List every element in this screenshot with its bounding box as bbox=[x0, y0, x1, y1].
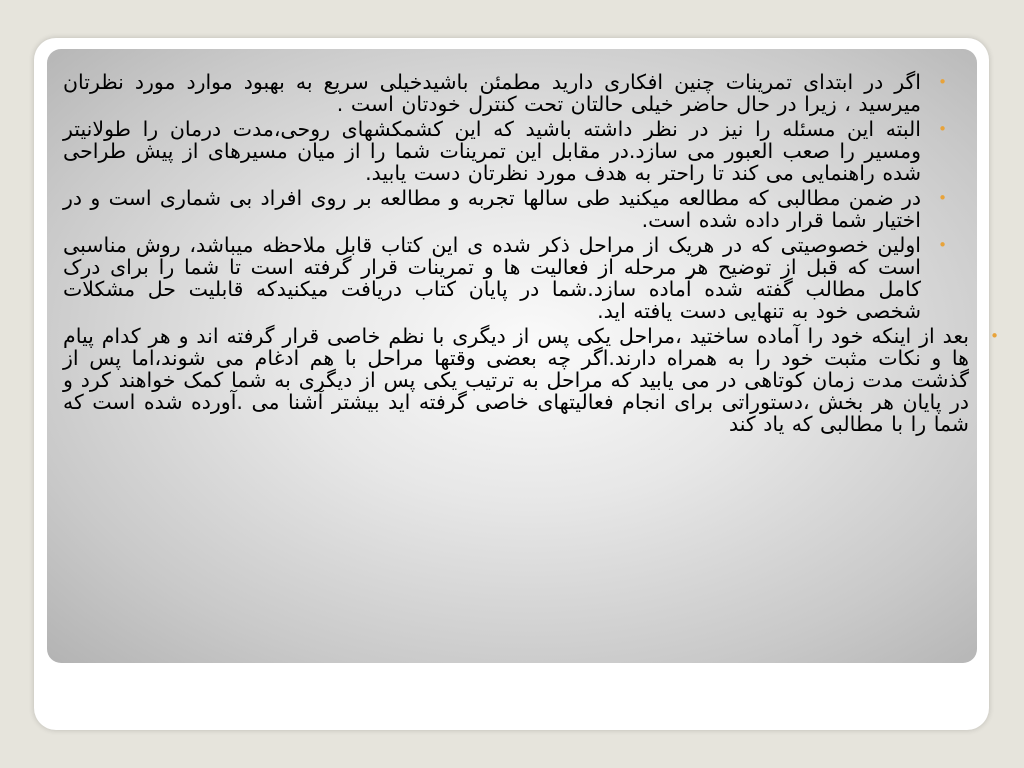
bullet-item-5 bbox=[63, 324, 999, 436]
bullet-item-2 bbox=[63, 118, 947, 184]
bullet-icon: • bbox=[938, 189, 947, 207]
bullet-icon: • bbox=[990, 327, 999, 345]
bullet-icon: • bbox=[938, 73, 947, 91]
content-panel bbox=[47, 49, 999, 663]
bullet-text: اولین خصوصیتی که در هریک از مراحل ذکر شده ی این کتاب قابل ملاحظه میباشد، روش مناسبی است که قبل از توضیح هر مرحله از فعالیت ها و تمرینات قرار گرفته است تا شما را برای درک کامل مطالب گفته شده آماده سازد.شما در پایان کتاب دریافت میکنیدکه قابلیت حل مشکلات شخصی خود به تنهایی دست یافته اید. bbox=[63, 233, 921, 323]
bullet-icon: • bbox=[938, 120, 947, 138]
bullet-icon: • bbox=[938, 236, 947, 254]
bullet-text: بعد از اینکه خود را آماده ساختید ،مراحل یکی پس از دیگری با نظم خاصی قرار گرفته اند و هر کدام پیام ها و نکات مثبت خود را به همراه دارند.اگر چه بعضی وقتها مراحل با هم ادغام می شوند،اما پس از گذشت مدت زمان کوتاهی در می یابید که مراحل به ترتیب یکی پس از دیگری به شما کمک خواهند کرد و در پایان هر بخش ،دستوراتی برای انجام فعالیتهای خاصی گرفته اید بیشتر آشنا می .آورده شده است که شما را با مطالبی که یاد کند bbox=[63, 324, 969, 436]
bullet-text: در ضمن مطالبی که مطالعه میکنید طی سالها تجربه و مطالعه بر روی افراد بی شماری است و در اختیار شما قرار داده شده است. bbox=[63, 186, 921, 232]
bullet-item-3 bbox=[63, 187, 947, 231]
bullet-text: اگر در ابتدای تمرینات چنین افکاری دارید مطمئن باشیدخیلی سریع به بهبود موارد مورد نظرتان میرسید ، زیرا در حال حاضر خیلی حالتان تحت کنترل خودتان است . bbox=[63, 70, 921, 116]
bullet-item-1 bbox=[63, 71, 947, 115]
bullet-text: البته این مسئله را نیز در نظر داشته باشید که این کشمکشهای روحی،مدت درمان را طولانیتر ومسیر را صعب العبور می سازد.در مقابل این تمرینات شما را از میان مسیرهای از پیش طراحی شده راهنمایی می کند تا راحتر به هدف مورد نظرتان دست یابید. bbox=[63, 117, 921, 185]
bullet-list bbox=[63, 70, 999, 663]
bullet-item-4 bbox=[63, 234, 947, 322]
